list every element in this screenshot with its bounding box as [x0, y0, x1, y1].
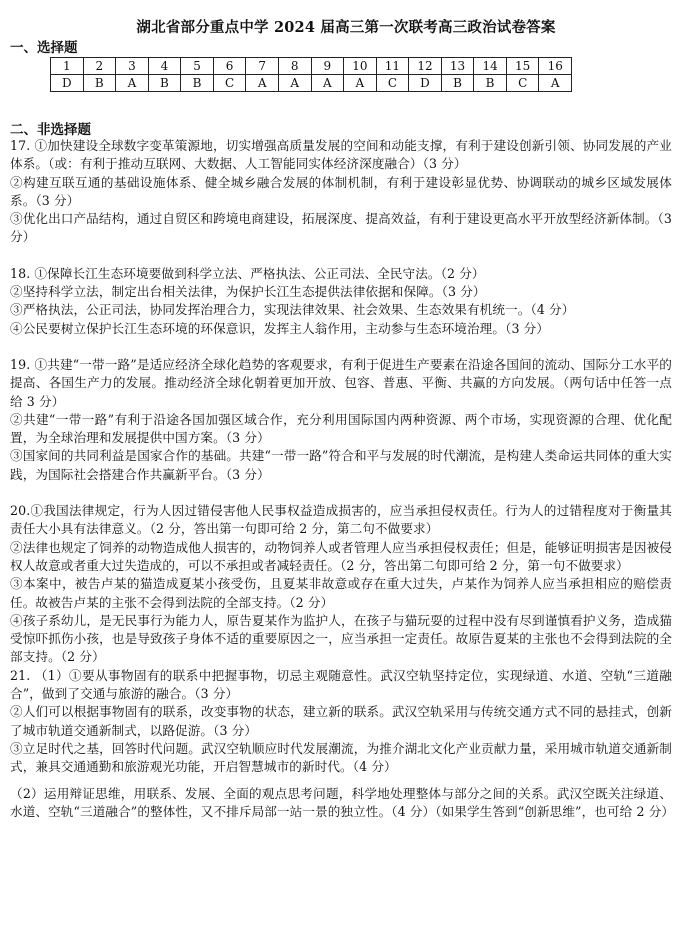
question-number-cell: 3 — [116, 58, 149, 75]
section-heading-nonchoice: 二、非选择题 — [10, 122, 91, 138]
question-number-cell: 6 — [213, 58, 246, 75]
answer-letter-row — [51, 75, 572, 92]
answer-paragraph-21-3: ③立足时代之基，回答时代问题。武汉空轨顺应时代发展潮流，为推介湖北文化产业贡献力量，采用城市轨道交通新制式，兼具交通通勤和旅游观光功能，开启智慧城市的新时代。（4 分） — [10, 740, 672, 775]
answer-letter-cell: B — [181, 75, 214, 92]
question-number-cell: 5 — [181, 58, 214, 75]
answer-letter-cell: B — [474, 75, 507, 92]
answer-paragraph-18-3: ③严格执法，公正司法，协同发挥治理合力，实现法律效果、社会效果、生态效果有机统一。（4 分） — [10, 302, 575, 318]
answer-number-row — [51, 58, 572, 75]
answer-paragraph-18-4: ④公民要树立保护长江生态环境的环保意识，发挥主人翁作用，主动参与生态环境治理。（3 分） — [10, 320, 550, 336]
question-number-cell: 16 — [539, 58, 572, 75]
answer-paragraph-21-1: 21. （1）①要从事物固有的联系中把握事物，切忌主观随意性。武汉空轨坚持定位，实现绿道、水道、空轨“三道融合”，做到了交通与旅游的融合。（3 分） — [10, 667, 672, 702]
answer-letter-cell: C — [376, 75, 409, 92]
question-number-cell: 2 — [83, 58, 116, 75]
question-number-cell: 7 — [246, 58, 279, 75]
answer-letter-cell: C — [213, 75, 246, 92]
answer-paragraph-20-2: ②法律也规定了饲养的动物造成他人损害的，动物饲养人或者管理人应当承担侵权责任；但是，能够证明损害是因被侵权人故意或者重大过失造成的，可以不承担或者减轻责任。（2 分，答出第二句即可给 2 分，第一句不做要求） — [10, 539, 672, 573]
answer-paragraph-20-3: ③本案中，被告卢某的猫造成夏某小孩受伤，且夏某非故意或存在重大过失，卢某作为饲养人应当承担相应的赔偿责任。故被告卢某的主张不会得到法院的全部支持。（2 分） — [10, 576, 672, 610]
answer-letter-cell: B — [441, 75, 474, 92]
answer-paragraph-19-1: 19. ①共建“一带一路”是适应经济全球化趋势的客观要求，有利于促进生产要素在沿途各国间的流动、国际分工水平的提高、各国生产力的发展。推动经济全球化朝着更加开放、包容、普惠、平衡、共赢的方向发展。（两句话中任答一点给 3 分） — [10, 356, 672, 409]
question-number-cell: 13 — [441, 58, 474, 75]
answer-paragraph-19-3: ③国家间的共同利益是国家合作的基础。共建“一带一路”符合和平与发展的时代潮流，是构建人类命运共同体的重大实践，为国际社会搭建合作共赢新平台。（3 分） — [10, 448, 672, 482]
answers-body — [10, 137, 675, 821]
question-number-cell: 4 — [148, 58, 181, 75]
answer-letter-cell: A — [344, 75, 377, 92]
answer-letter-cell: A — [539, 75, 572, 92]
answer-paragraph-19-2: ②共建“一带一路”有利于沿途各国加强区域合作，充分利用国际国内两种资源、两个市场，实现资源的合理、优化配置，为全球治理和发展提供中国方案。（3 分） — [10, 411, 672, 446]
answer-paragraph-17-1: 17. ①加快建设全球数字变革策源地，切实增强高质量发展的空间和动能支撑，有利于建设创新引领、协同发展的产业体系。（或：有利于推动互联网、大数据、人工智能同实体经济深度融合）（3 分） — [10, 138, 672, 172]
answer-letter-cell: C — [506, 75, 539, 92]
answer-paragraph-21-2: ②人们可以根据事物固有的联系，改变事物的状态，建立新的联系。武汉空轨采用与传统交通方式不同的悬挂式，创新了城市轨道交通新制式，以路促游。（3 分） — [10, 704, 672, 738]
answer-letter-cell: A — [246, 75, 279, 92]
question-number-cell: 9 — [311, 58, 344, 75]
answer-letter-cell: B — [83, 75, 116, 92]
answer-letter-cell: D — [51, 75, 84, 92]
question-number-cell: 8 — [278, 58, 311, 75]
document-title: 湖北省部分重点中学 2024 届高三第一次联考高三政治试卷答案 — [136, 19, 556, 36]
section-heading-choice: 一、选择题 — [10, 40, 78, 56]
answer-paragraph-21-part2: （2）运用辩证思维，用联系、发展、全面的观点思考问题，科学地处理整体与部分之间的关系。武汉空既关注绿道、水道、空轨“三道融合”的整体性，又不排斥局部一站一景的独立性。（4 分）（如果学生答到“创新思维”，也可给 2 分） — [10, 785, 675, 819]
question-number-cell: 14 — [474, 58, 507, 75]
answer-letter-cell: D — [409, 75, 442, 92]
question-number-cell: 10 — [344, 58, 377, 75]
answer-paragraph-18-1: 18. ①保障长江生态环境要做到科学立法、严格执法、公正司法、全民守法。（2 分） — [10, 265, 485, 281]
question-number-cell: 12 — [409, 58, 442, 75]
answer-paragraph-17-2: ②构建互联互通的基础设施体系、健全城乡融合发展的体制机制，有利于建设彰显优势、协调联动的城乡区域发展体系。（3 分） — [10, 174, 672, 208]
answer-table — [50, 57, 572, 92]
answer-paragraph-18-2: ②坚持科学立法，制定出台相关法律，为保护长江生态提供法律依据和保障。（3 分） — [10, 284, 486, 300]
answer-paragraph-17-3: ③优化出口产品结构，通过自贸区和跨境电商建设，拓展深度、提高效益，有利于建设更高水平开放型经济新体制。（3 分） — [10, 211, 672, 245]
answer-paragraph-20-1: 20.①我国法律规定，行为人因过错侵害他人民事权益造成损害的，应当承担侵权责任。行为人的过错程度对于衡量其责任大小具有法律意义。（2 分，答出第一句即可给 2 分，第二句不做要求） — [10, 503, 672, 537]
question-number-cell: 15 — [506, 58, 539, 75]
answer-letter-cell: B — [148, 75, 181, 92]
question-number-cell: 11 — [376, 58, 409, 75]
answer-paragraph-20-4: ④孩子系幼儿，是无民事行为能力人，原告夏某作为监护人，在孩子与猫玩耍的过程中没有尽到谨慎看护义务，造成猫受惊吓抓伤小孩，也是导致孩子身体不适的重要原因之一，应当承担一定责任。故原告夏某的主张也不会得到法院的全部支持。（2 分） — [10, 612, 672, 665]
answer-letter-cell: A — [116, 75, 149, 92]
answer-letter-cell: A — [311, 75, 344, 92]
answer-letter-cell: A — [278, 75, 311, 92]
question-number-cell: 1 — [51, 58, 84, 75]
